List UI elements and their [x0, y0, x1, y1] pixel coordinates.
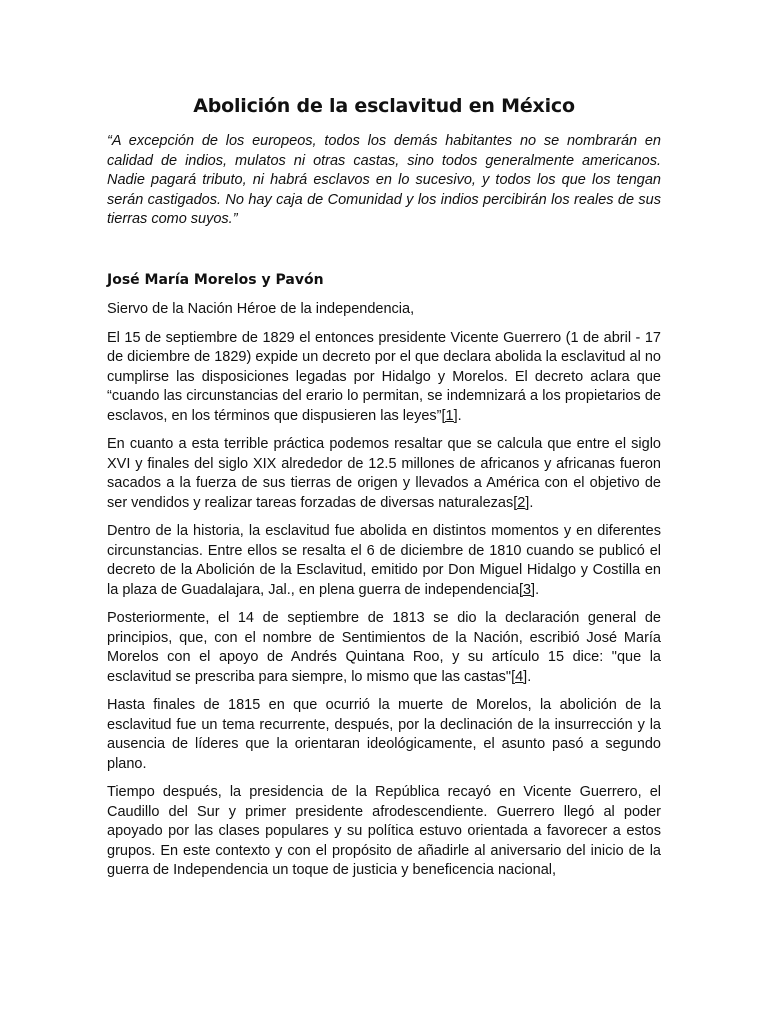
footnote-link-4[interactable]: [4] — [511, 668, 528, 685]
document-page — [107, 92, 661, 890]
quote-author: José María Morelos y Pavón — [107, 271, 324, 288]
paragraph-end: . — [529, 494, 534, 511]
paragraph-end: . — [457, 407, 462, 424]
paragraph-text: Tiempo después, la presidencia de la República recayó en Vicente Guerrero, el Caudillo del Sur y primer presidente afrodescendiente. Guerrero llegó al poder apoyado por las clases populares y su política estuvo orientada a favorecer a estos grupos. En este contexto y con el propósito de añadirle al aniversario del inicio de la guerra de Independencia un toque de justicia y beneficencia nacional, — [107, 784, 661, 878]
document-title: Abolición de la esclavitud en México — [193, 95, 575, 117]
paragraph-end: . — [527, 668, 532, 685]
footnote-link-1[interactable]: [1] — [441, 407, 458, 424]
paragraph-3 — [107, 522, 661, 600]
paragraph-2 — [107, 435, 661, 513]
author-subtitle: Siervo de la Nación Héroe de la independencia, — [107, 301, 415, 317]
paragraph-1 — [107, 329, 661, 427]
opening-quote: “A excepción de los europeos, todos los demás habitantes no se nombrarán en calidad de indios, mulatos ni otras castas, sino todos generalmente americanos. Nadie pagará tributo, ni habrá esclavos en lo sucesivo, y todos los que los tengan serán castigados. No hay caja de Comunidad y los indios percibirán los reales de sus tierras como suyos.” — [107, 133, 661, 227]
paragraph-text: Posteriormente, el 14 de septiembre de 1813 se dio la declaración general de principios, que, con el nombre de Sentimientos de la Nación, escribió José María Morelos con el apoyo de Andrés Quintana Roo, y su artículo 15 dice: "que la esclavitud se prescriba para siempre, lo mismo que las castas" — [107, 610, 661, 685]
footnote-link-2[interactable]: [2] — [513, 494, 530, 511]
footnote-link-3[interactable]: [3] — [518, 581, 536, 598]
paragraph-text: Dentro de la historia, la esclavitud fue abolida en distintos momentos y en diferentes circunstancias. Entre ellos se resalta el 6 de diciembre de 1810 cuando se publicó el decreto de la Abolición de la Esclavitud, emitido por Don Miguel Hidalgo y Costilla en la plaza de Guadalajara, Jal., en plena guerra de independencia — [107, 523, 661, 598]
paragraph-6 — [107, 783, 661, 881]
paragraph-text: En cuanto a esta terrible práctica podemos resaltar que se calcula que entre el siglo XVI y finales del siglo XIX alrededor de 12.5 millones de africanos y africanas fueron sacados a la fuerza de sus tierras de origen y llevados a América con el objetivo de ser vendidos y realizar tareas forzadas de diversas naturalezas — [107, 436, 661, 511]
paragraph-4 — [107, 609, 661, 687]
paragraph-text: Hasta finales de 1815 en que ocurrió la muerte de Morelos, la abolición de la esclavitud fue un tema recurrente, después, por la declinación de la insurrección y la ausencia de líderes que la orientaran ideológicamente, el asunto pasó a segundo plano. — [107, 697, 661, 772]
paragraph-5 — [107, 696, 661, 774]
paragraph-text: El 15 de septiembre de 1829 el entonces presidente Vicente Guerrero (1 de abril - 17 de diciembre de 1829) expide un decreto por el que declara abolida la esclavitud al no cumplirse las disposiciones legadas por Hidalgo y Morelos. El decreto aclara que “cuando las circunstancias del erario lo permitan, se indemnizará a los propietarios de esclavos, en los términos que dispusieren las leyes” — [107, 329, 661, 424]
paragraph-end: . — [535, 581, 540, 598]
